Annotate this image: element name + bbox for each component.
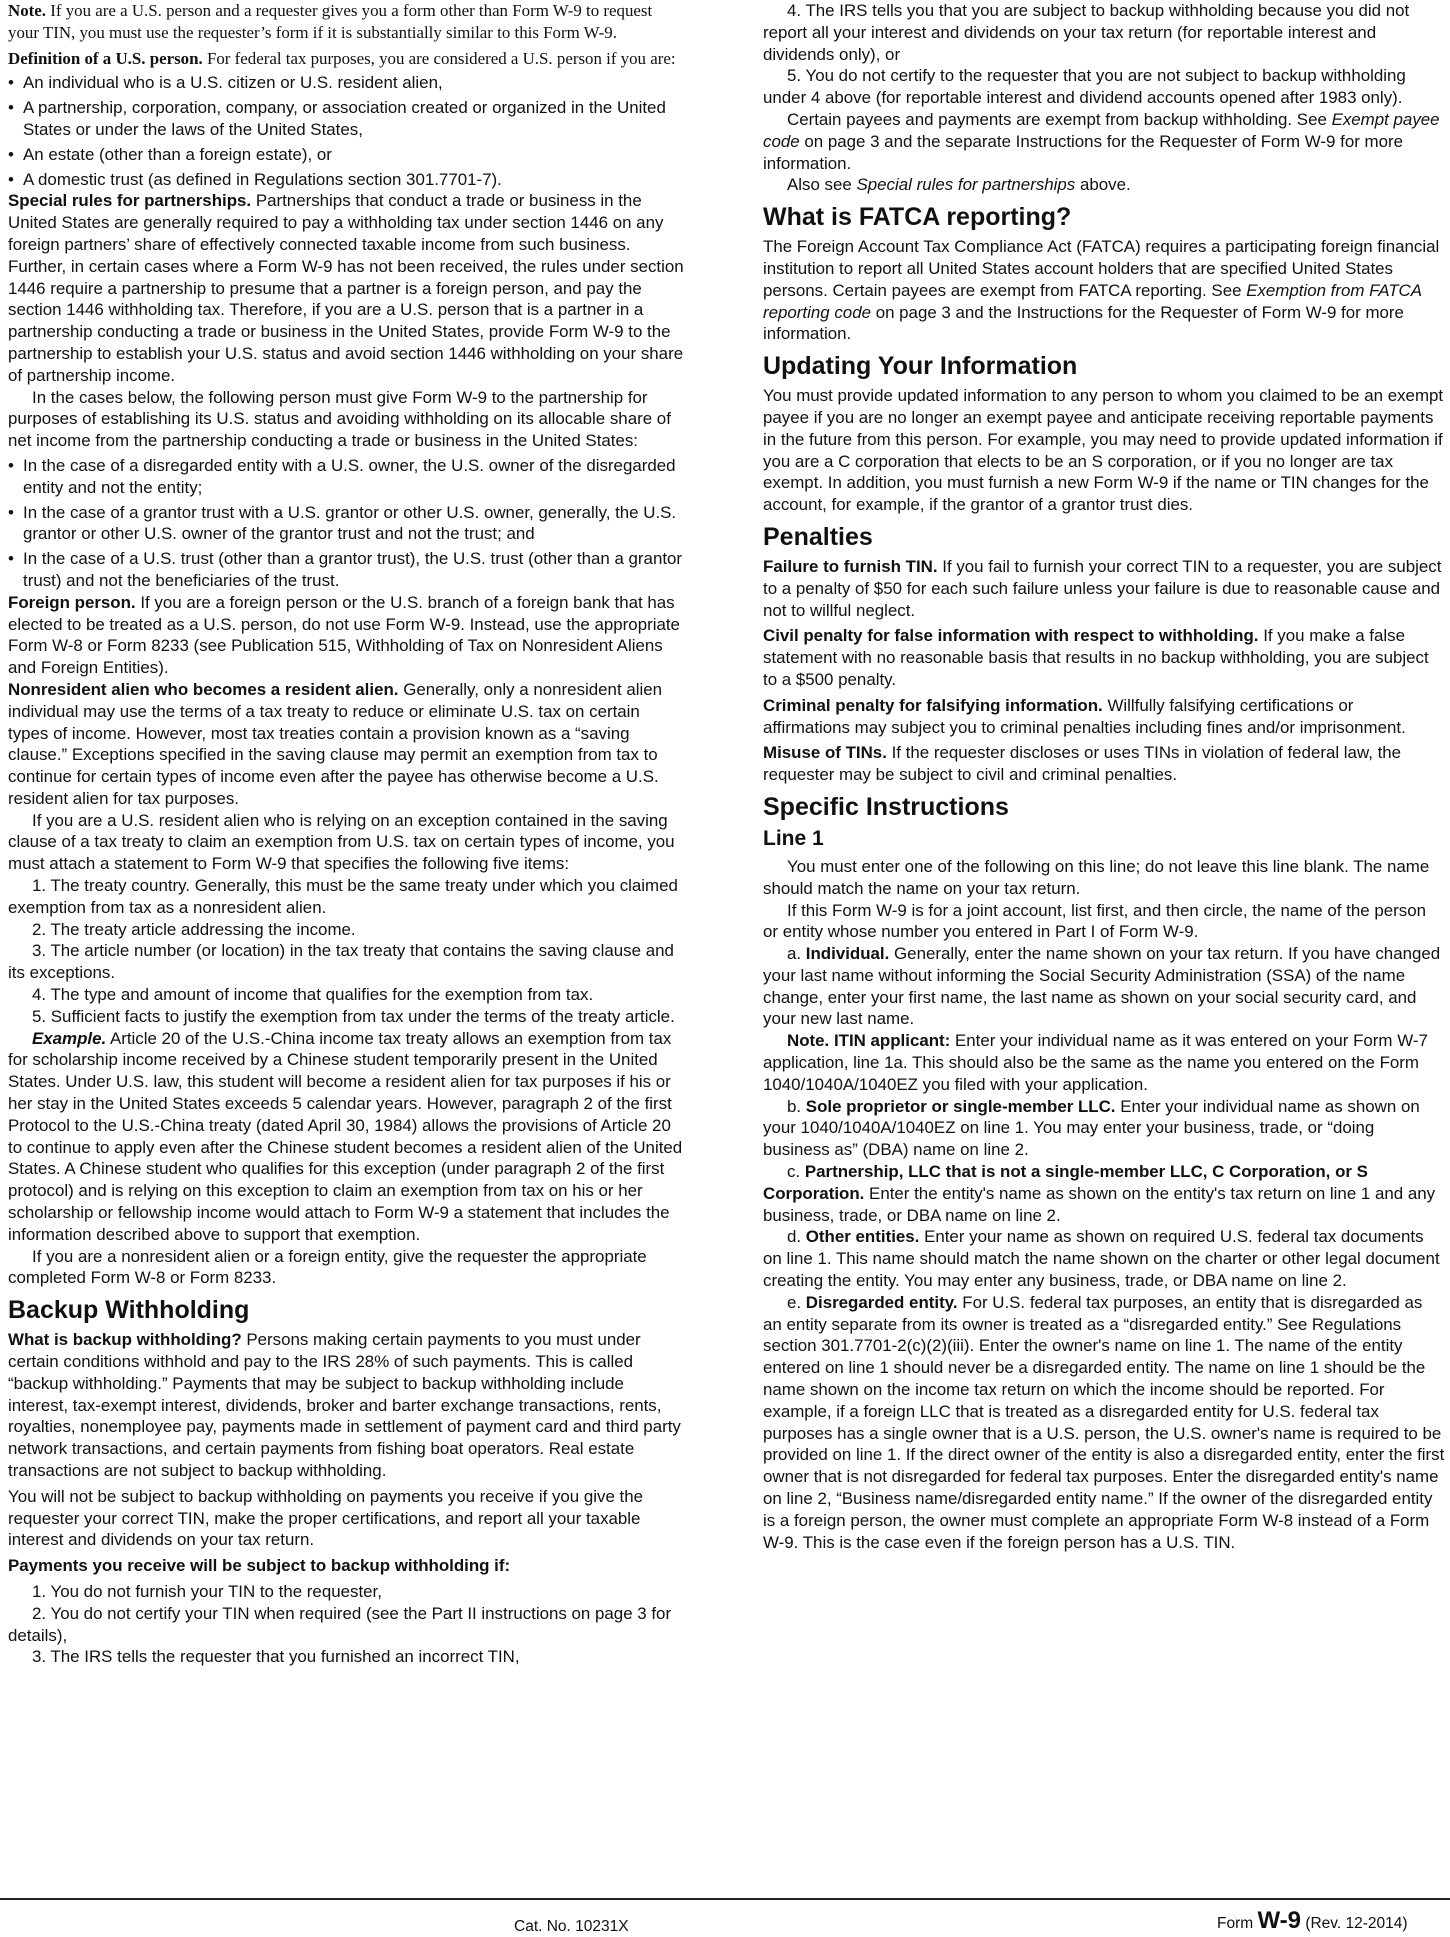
- line1-paragraph: You must enter one of the following on this line; do not leave this line blank. The name should match the name on your tax return.: [763, 856, 1430, 898]
- foreign-person-paragraph: Foreign person. If you are a foreign person or the U.S. branch of a foreign bank that has elected to be treated as a U.S. person, do not use Form W-9. Instead, use the appropriate Form W-8 or Form 8233 (see Publication 515, Withholding of Tax on Nonresident Aliens and Foreign Entities).: [8, 592, 680, 678]
- failure-paragraph: Failure to furnish TIN. If you fail to furnish your correct TIN to a requester, you are subject to a penalty of $50 for each such failure unless your failure is due to reasonable cause and not to willful neglect.: [763, 556, 1442, 620]
- list-item: 5. You do not certify to the requester that you are not subject to backup withholding under 4 above (for reportable interest and dividend accounts opened after 1983 only).: [763, 66, 1406, 108]
- list-item: • A domestic trust (as defined in Regulations section 301.7701-7).: [8, 169, 502, 189]
- fatca-heading: What is FATCA reporting?: [763, 203, 1072, 232]
- partnership-paragraph: c. Partnership, LLC that is not a single-member LLC, C Corporation, or S Corporation. Enter the entity's name as shown on the entity's tax return on line 1 and any business, trade, or DBA name on line 2.: [763, 1162, 1436, 1225]
- left-column: [8, 0, 684, 1668]
- list-item: 4. The type and amount of income that qualifies for the exemption from tax.: [32, 985, 594, 1005]
- what-is-backup-paragraph: What is backup withholding? Persons making certain payments to you must under certain conditions withhold and pay to the IRS 28% of such payments. This is called “backup withholding.” Payments that may be subject to backup withholding include interest, tax-exempt interest, dividends, broker and barter exchange transactions, rents, royalties, nonemployee pay, payments made in settlement of payment card and third party network transactions, and certain payments from fishing boat operators. Real estate transactions are not subject to backup withholding.: [8, 1330, 681, 1480]
- exempt-paragraph: Certain payees and payments are exempt from backup withholding. See Exempt payee code on page 3 and the separate Instructions for the Requester of Form W-9 for more information.: [763, 109, 1440, 173]
- nonresident-give-paragraph: If you are a nonresident alien or a foreign entity, give the requester the appropriate completed Form W-8 or Form 8233.: [8, 1246, 647, 1288]
- list-item: 2. You do not certify your TIN when required (see the Part II instructions on page 3 for details),: [8, 1603, 672, 1645]
- cases-paragraph: In the cases below, the following person must give Form W-9 to the partnership for purposes of establishing its U.S. status and avoiding withholding on its allocable share of net income from the partnership conducting a trade or business in the United States:: [8, 387, 671, 451]
- not-subject-paragraph: You will not be subject to backup withholding on payments you receive if you give the requester your correct TIN, make the proper certifications, and report all your taxable interest and dividends on your tax return.: [8, 1486, 644, 1550]
- updating-paragraph: You must provide updated information to any person to whom you claimed to be an exempt payee if you are no longer an exempt payee and anticipate receiving reportable payments in the future from this person. For example, you may need to provide updated information if you are a C corporation that elects to be an S corporation, or if you no longer are tax exempt. In addition, you must furnish a new Form W-9 if the name or TIN changes for the account, for example, if the grantor of a grantor trust dies.: [763, 386, 1444, 515]
- us-person-definition: Definition of a U.S. person. For federal tax purposes, you are considered a U.S. person if you are:: [8, 48, 676, 68]
- nonresident-paragraph: Nonresident alien who becomes a resident alien. Generally, only a nonresident alien individual may use the terms of a tax treaty to reduce or eliminate U.S. tax on certain types of income. However, most tax treaties contain a provision known as a “saving clause.” Exceptions specified in the saving clause may permit an exemption from tax to continue for certain types of income even after the payee has otherwise become a U.S. resident alien for tax purposes.: [8, 679, 663, 808]
- individual-paragraph: a. Individual. Generally, enter the name shown on your tax return. If you have changed your last name without informing the Social Security Administration (SSA) of the name change, enter your first name, the last name as shown on your social security card, and your new last name.: [763, 944, 1441, 1029]
- list-item: • An individual who is a U.S. citizen or U.S. resident alien,: [8, 73, 443, 93]
- list-item: 1. You do not furnish your TIN to the requester,: [32, 1581, 382, 1601]
- civil-penalty-paragraph: Civil penalty for false information with respect to withholding. If you make a false statement with no reasonable basis that results in no backup withholding, you are subject to a $500 penalty.: [763, 626, 1429, 689]
- list-item: • In the case of a disregarded entity with a U.S. owner, the U.S. owner of the disregarded entity and not the entity;: [8, 455, 676, 497]
- fatca-paragraph: The Foreign Account Tax Compliance Act (FATCA) requires a participating foreign financial institution to report all United States account holders that are specified United States persons. Certain payees are exempt from FATCA reporting. See Exemption from FATCA reporting code on page 3 and the Instructions for the Requester of Form W-9 for more information.: [763, 237, 1440, 344]
- specific-instructions-heading: Specific Instructions: [763, 792, 1009, 821]
- list-item: • A partnership, corporation, company, or association created or organized in the United States or under the laws of the United States,: [8, 98, 666, 139]
- criminal-penalty-paragraph: Criminal penalty for falsifying information. Willfully falsifying certifications or affirmations may subject you to criminal penalties including fines and/or imprisonment.: [763, 695, 1406, 737]
- penalties-heading: Penalties: [763, 522, 873, 551]
- itin-paragraph: Note. ITIN applicant: Enter your individual name as it was entered on your Form W-7 application, line 1a. This should also be the same as the name you entered on the Form 1040/1040A/1040EZ you filed with your application.: [763, 1031, 1428, 1094]
- list-item: 3. The article number (or location) in the tax treaty that contains the saving clause and its exceptions.: [8, 941, 674, 983]
- list-item: 3. The IRS tells the requester that you furnished an incorrect TIN,: [32, 1647, 520, 1667]
- special-rules-paragraph: Special rules for partnerships. Partnerships that conduct a trade or business in the United States are generally required to pay a withholding tax under section 1446 on any foreign partners’ share of effectively connected taxable income from such business. Further, in certain cases where a Form W-9 has not been received, the rules under section 1446 require a partnership to presume that a partner is a foreign person, and pay the section 1446 withholding tax. Therefore, if you are a U.S. person that is a partner in a partnership conducting a trade or business in the United States, provide Form W-9 to the partnership to establish your U.S. status and avoid section 1446 withholding on your share of partnership income.: [8, 191, 684, 385]
- list-item: • In the case of a U.S. trust (other than a grantor trust), the U.S. trust (other than a grantor trust) and not the beneficiaries of the trust.: [8, 549, 683, 590]
- updating-heading: Updating Your Information: [763, 352, 1078, 381]
- list-item: 5. Sufficient facts to justify the exemption from tax under the terms of the treaty article.: [32, 1006, 675, 1026]
- right-column: [763, 0, 1445, 1553]
- list-item: • An estate (other than a foreign estate), or: [8, 144, 332, 164]
- line1-joint-paragraph: If this Form W-9 is for a joint account, list first, and then circle, the name of the person or entity whose number you entered in Part I of Form W-9.: [763, 900, 1426, 942]
- footer-divider: [0, 1898, 1450, 1900]
- disregarded-entity-paragraph: e. Disregarded entity. For U.S. federal tax purposes, an entity that is disregarded as an entity separate from its owner is treated as a “disregarded entity.” See Regulations section 301.7701-2(c)(2)(iii). Enter the owner's name on line 1. The name of the entity entered on line 1 should never be a disregarded entity. The name on line 1 should be the name shown on the income tax return on which the income should be reported. For example, if a foreign LLC that is treated as a disregarded entity for U.S. federal tax purposes has a single owner that is a U.S. person, the U.S. owner's name is required to be provided on line 1. If the direct owner of the entity is also a disregarded entity, enter the first owner that is not disregarded for federal tax purposes. Enter the disregarded entity's name on line 2, “Business name/disregarded entity name.” If the owner of the disregarded entity is a foreign person, the owner must complete an appropriate Form W-8 instead of a Form W-9. This is the case even if the foreign person has a U.S. TIN.: [763, 1292, 1445, 1552]
- sole-proprietor-paragraph: b. Sole proprietor or single-member LLC. Enter your individual name as shown on your 1040/1040A/1040EZ on line 1. You may enter your business, trade, or “doing business as” (DBA) name on line 2.: [763, 1096, 1420, 1160]
- backup-withholding-heading: Backup Withholding: [8, 1296, 250, 1325]
- misuse-paragraph: Misuse of TINs. If the requester discloses or uses TINs in violation of federal law, the requester may be subject to civil and criminal penalties.: [763, 743, 1402, 785]
- example-paragraph: Example. Article 20 of the U.S.-China income tax treaty allows an exemption from tax for scholarship income received by a Chinese student temporarily present in the United States. Under U.S. law, this student will become a resident alien for tax purposes if his or her stay in the United States exceeds 5 calendar years. However, paragraph 2 of the first Protocol to the U.S.-China treaty (dated April 30, 1984) allows the provisions of Article 20 to continue to apply even after the Chinese student becomes a resident alien of the United States. A Chinese student who qualifies for this exception (under paragraph 2 of the first protocol) and is relying on this exception to claim an exemption from tax on his or her scholarship or fellowship income would attach to Form W-9 a statement that includes the information described above to support that exemption.: [8, 1028, 683, 1244]
- resident-alien-paragraph: If you are a U.S. resident alien who is relying on an exception contained in the saving clause of a tax treaty to claim an exemption from U.S. tax on certain types of income, you must attach a statement to Form W-9 that specifies the following five items:: [8, 810, 675, 874]
- also-see-paragraph: Also see Special rules for partnerships above.: [787, 175, 1131, 195]
- list-item: 4. The IRS tells you that you are subject to backup withholding because you did not report all your interest and dividends on your tax return (for reportable interest and dividends only), or: [763, 1, 1410, 64]
- form-identifier: Form W-9 (Rev. 12-2014): [1217, 1907, 1408, 1934]
- payments-subject-heading: Payments you receive will be subject to backup withholding if:: [8, 1556, 511, 1576]
- other-entities-paragraph: d. Other entities. Enter your name as shown on required U.S. federal tax documents on line 1. This name should match the name shown on the charter or other legal document creating the entity. You may enter any business, trade, or DBA name on line 2.: [763, 1227, 1440, 1291]
- list-item: 1. The treaty country. Generally, this must be the same treaty under which you claimed exemption from tax as a nonresident alien.: [8, 876, 678, 917]
- list-item: 2. The treaty article addressing the income.: [32, 919, 356, 939]
- catalog-number: Cat. No. 10231X: [514, 1918, 629, 1935]
- note-paragraph: Note. If you are a U.S. person and a requester gives you a form other than Form W-9 to request your TIN, you must use the requester’s form if it is substantially similar to this Form W-9.: [8, 1, 653, 42]
- list-item: • In the case of a grantor trust with a U.S. grantor or other U.S. owner, generally, the U.S. grantor or other U.S. owner of the grantor trust and not the trust; and: [8, 502, 677, 544]
- line1-heading: Line 1: [763, 826, 824, 850]
